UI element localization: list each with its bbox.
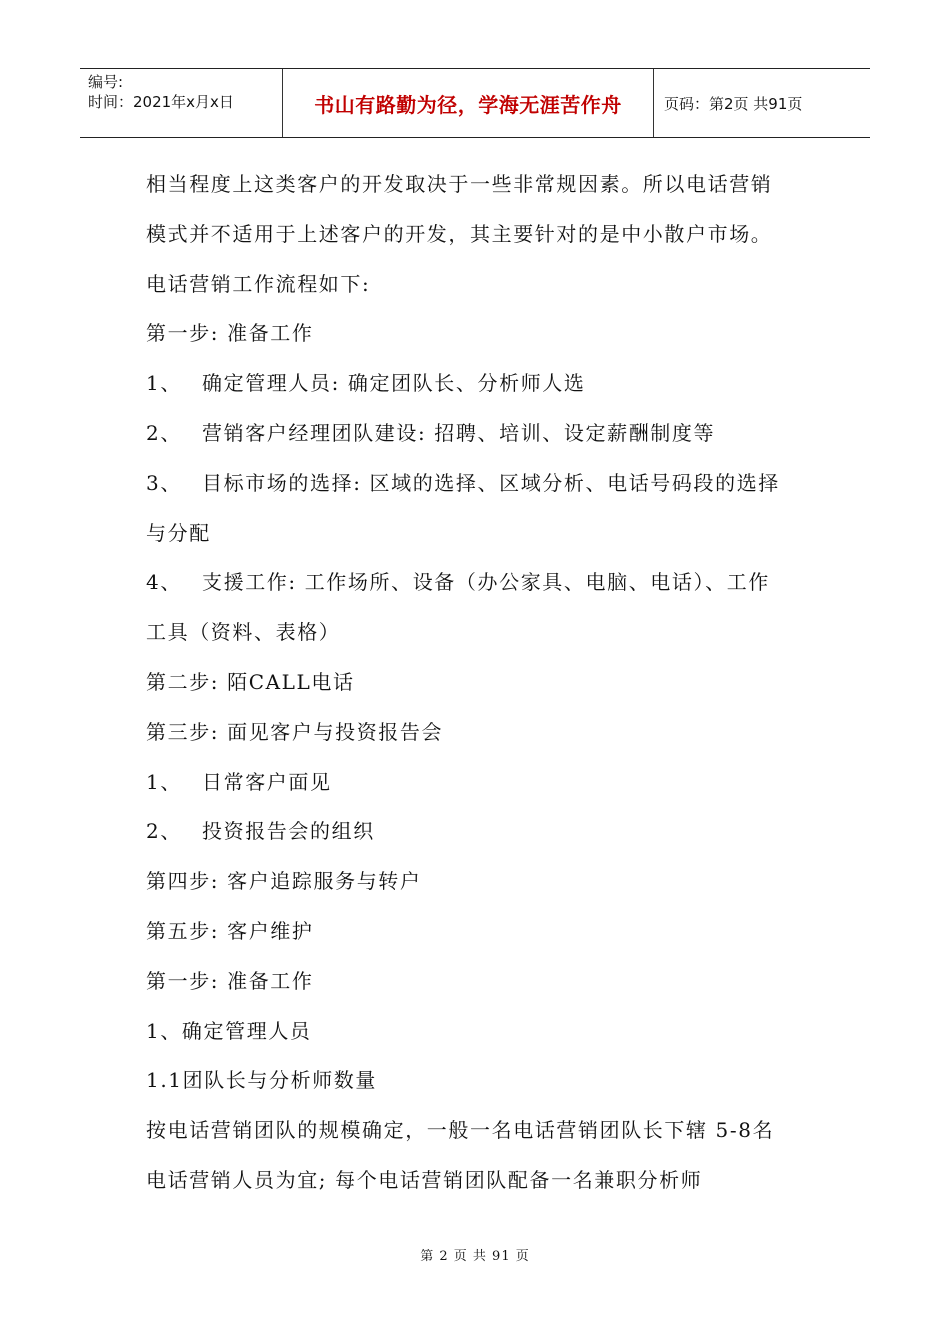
line-text: 日常客户面见: [202, 769, 332, 794]
body-line: [146, 260, 826, 310]
body-line: [146, 1056, 826, 1106]
line-text: 电话营销工作流程如下:: [146, 271, 371, 296]
body-line: [146, 160, 826, 210]
body-line: [146, 758, 826, 808]
list-number: 1、: [146, 769, 182, 794]
motto: 书山有路勤为径，学海无涯苦作舟: [283, 69, 654, 137]
line-text: 电话营销人员为宜; 每个电话营销团队配备一名兼职分析师: [146, 1167, 703, 1192]
line-text: 第一步: 准备工作: [146, 968, 314, 993]
line-text: 第三步: 面见客户与投资报告会: [146, 719, 444, 744]
list-number: 2、: [146, 420, 182, 445]
body-line: [146, 1007, 826, 1057]
line-text: 第一步: 准备工作: [146, 321, 314, 346]
body-line: [146, 509, 826, 559]
page-footer: 第 2 页 共 91 页: [420, 1249, 530, 1264]
body-line: [146, 210, 826, 260]
body-line: [146, 359, 826, 409]
line-text: 与分配: [146, 520, 211, 545]
body-line: [146, 857, 826, 907]
line-text: 营销客户经理团队建设: 招聘、培训、设定薪酬制度等: [202, 420, 716, 445]
line-text: 支援工作: 工作场所、设备（办公家具、电脑、电话）、工作: [202, 570, 770, 595]
header-meta: [80, 69, 283, 137]
time-label: 时间：2021年x月x日: [88, 93, 234, 111]
line-text: 工具（资料、表格）: [146, 620, 341, 645]
body-line: [146, 807, 826, 857]
document-body: [146, 160, 826, 1206]
body-line: [146, 558, 826, 608]
line-text: 第五步: 客户维护: [146, 918, 314, 943]
page-header: [80, 68, 870, 138]
list-number: 1、: [146, 371, 182, 396]
line-text: 相当程度上这类客户的开发取决于一些非常规因素。所以电话营销: [146, 172, 773, 196]
number-label: 编号:: [88, 73, 124, 91]
body-line: [146, 708, 826, 758]
body-line: [146, 1156, 826, 1206]
body-line: [146, 1106, 826, 1156]
body-line: [146, 608, 826, 658]
page-info: 页码：第2页 共91页: [664, 94, 803, 113]
body-line: [146, 409, 826, 459]
body-line: [146, 658, 826, 708]
body-line: [146, 957, 826, 1007]
list-number: 2、: [146, 819, 182, 844]
body-line: [146, 309, 826, 359]
body-line: [146, 459, 826, 509]
line-text: 第四步: 客户追踪服务与转户: [146, 869, 422, 894]
line-text: 按电话营销团队的规模确定，一般一名电话营销团队长下辖 5-8名: [146, 1118, 775, 1143]
line-text: 1.1团队长与分析师数量: [146, 1068, 378, 1093]
line-text: 第二步: 陌CALL电话: [146, 669, 355, 694]
body-line: [146, 907, 826, 957]
list-number: 4、: [146, 570, 182, 595]
line-text: 目标市场的选择: 区域的选择、区域分析、电话号码段的选择: [202, 470, 780, 495]
list-number: 3、: [146, 470, 182, 495]
line-text: 投资报告会的组织: [202, 819, 375, 844]
line-text: 确定管理人员: 确定团队长、分析师人选: [202, 371, 586, 396]
line-text: 模式并不适用于上述客户的开发，其主要针对的是中小散户市场。: [146, 221, 773, 246]
line-text: 1、确定管理人员: [146, 1018, 312, 1043]
